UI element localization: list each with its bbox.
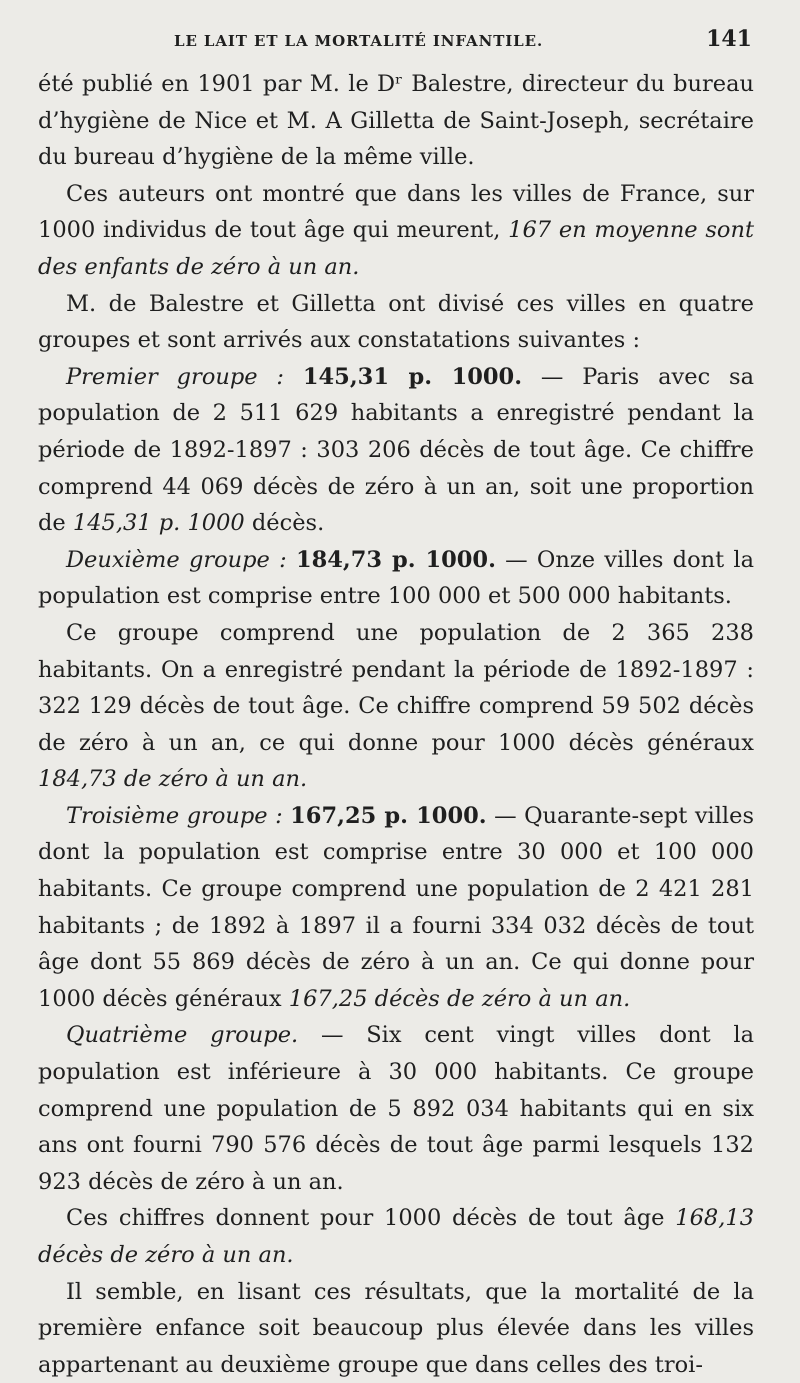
paragraph-text: Il semble, en lisant ces résultats, que la mortalité de la première enfance soit beaucoup plus élevée dans les villes appartenant au deuxième groupe que dans celles des troi- [38,1278,754,1378]
body-text [38,66,754,1383]
group-label: Troisième groupe : [66,802,283,829]
paragraph-text: Ces chiffres donnent pour 1000 décès de tout âge [66,1205,665,1232]
group-label: Premier groupe : [66,363,284,390]
running-head: LE LAIT ET LA MORTALITÉ INFANTILE. [174,32,544,50]
paragraph-text: — Paris avec sa population de 2 511 629 habitants a enregistré pendant la période de 1892-1897 : 303 206 décès de tout âge. Ce chiffre comprend 44 069 décès de zéro à un an, soit une proportion de [38,363,754,537]
paragraph-group-1 [38,359,754,542]
emphasized-text: 168,13 décès de zéro à un an. [38,1205,755,1268]
paragraph-summary [38,1200,754,1273]
page-header [38,0,754,62]
group-label: Quatrième groupe. [66,1022,299,1049]
group-label: Deuxième groupe : [66,546,287,573]
paragraph-text: M. de Balestre et Gilletta ont divisé ces villes en quatre groupes et sont arrivés aux constatations suivantes : [38,290,754,354]
emphasized-text: 167 en moyenne sont des enfants de zéro à un an. [38,217,755,280]
paragraph-group-4 [38,1017,754,1200]
paragraph-authors [38,176,754,286]
paragraph-groups-intro [38,286,754,359]
paragraph-text: été publié en 1901 par M. le Dʳ Balestre, directeur du bureau d’hygiène de Nice et M. A Gilletta de Saint-Joseph, secrétaire du bureau d’hygiène de la même ville. [38,71,754,171]
paragraph-group-2 [38,542,754,615]
emphasized-text: 184,73 de zéro à un an. [38,766,308,793]
paragraph-continuation [38,66,754,176]
paragraph-text: décès. [251,510,325,537]
paragraph-group-2-detail [38,615,754,798]
paragraph-text: Ces auteurs ont montré que dans les villes de France, sur 1000 individus de tout âge qui meurent, [38,180,754,244]
paragraph-text: — Quarante-sept villes dont la population est comprise entre 30 000 et 100 000 habitants. Ce groupe comprend une population de 2 421 281 habitants ; de 1892 à 1897 il a fourni 334 032 décès de tout âge dont 55 869 décès de zéro à un an. Ce qui donne pour 1000 décès généraux [38,802,754,1012]
paragraph-text: Ce groupe comprend une population de 2 365 238 habitants. On a enregistré pendant la période de 1892-1897 : 322 129 décès de tout âge. Ce chiffre comprend 59 502 décès de zéro à un an, ce qui donne pour 1000 décès généraux [38,619,754,756]
emphasized-text: 145,31 p. 1000 [72,510,245,537]
group-rate: 145,31 p. 1000. [302,363,523,390]
group-rate: 167,25 p. 1000. [290,802,487,829]
paragraph-text: — Onze villes dont la population est comprise entre 100 000 et 500 000 habitants. [38,546,755,610]
page-number: 141 [706,26,752,52]
paragraph-group-3 [38,798,754,1018]
paragraph-conclusion [38,1274,754,1383]
group-rate: 184,73 p. 1000. [295,546,496,573]
emphasized-text: 167,25 décès de zéro à un an. [288,985,631,1012]
paragraph-text: — Six cent vingt villes dont la population est inférieure à 30 000 habitants. Ce groupe comprend une population de 5 892 034 habitants qui en six ans ont fourni 790 576 décès de tout âge parmi lesquels 132 923 décès de zéro à un an. [38,1022,755,1195]
